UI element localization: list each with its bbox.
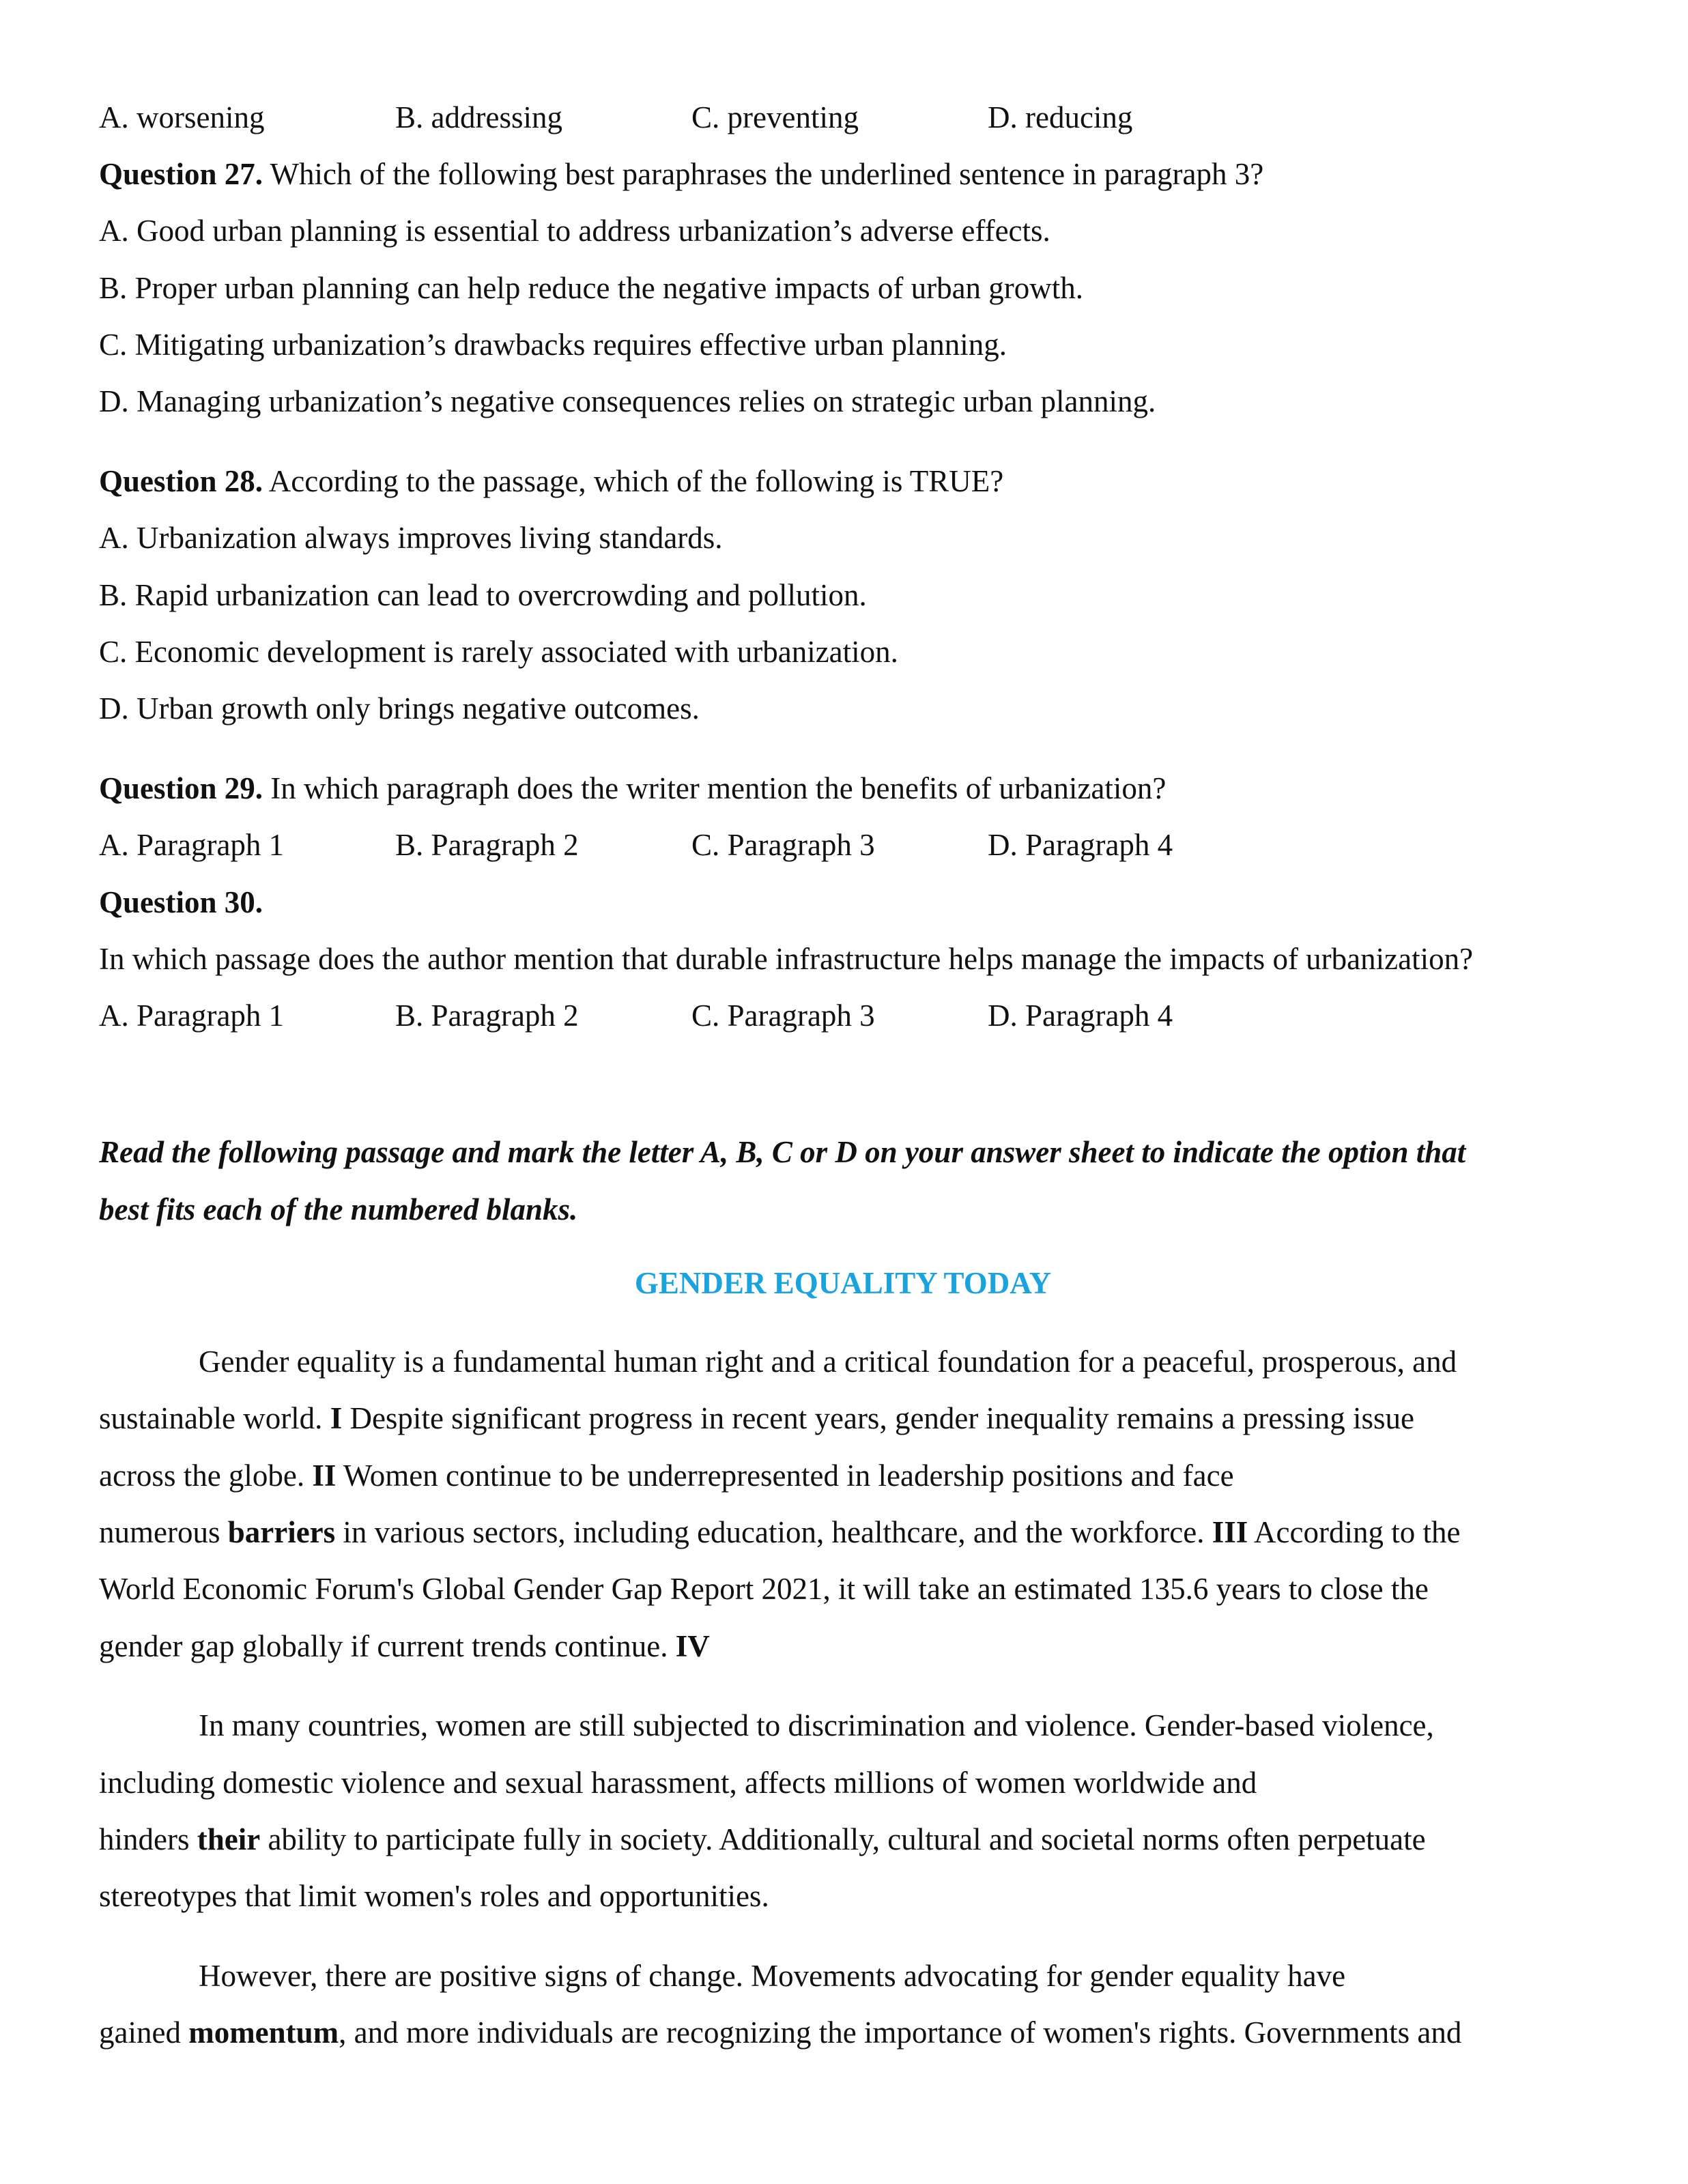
question-27-option-c[interactable]: C. Mitigating urbanization’s drawbacks requires effective urban planning.: [99, 328, 1007, 362]
question-27-option-b[interactable]: B. Proper urban planning can help reduce the negative impacts of urban growth.: [99, 271, 1084, 305]
keyword-their: their: [197, 1822, 261, 1856]
paragraph-1-line-1: Gender equality is a fundamental human right and a critical foundation for a peaceful, prosperous, and: [199, 1345, 1457, 1379]
text: According to the: [1248, 1515, 1461, 1549]
text: in various sectors, including education, healthcare, and the workforce.: [335, 1515, 1212, 1549]
option-c[interactable]: C. Paragraph 3: [691, 828, 875, 862]
marker-IV: IV: [675, 1629, 710, 1663]
question-28-text: According to the passage, which of the following is TRUE?: [263, 464, 1004, 498]
paragraph-2-line-3: [99, 1824, 1426, 1855]
text: sustainable world.: [99, 1401, 330, 1435]
text: numerous: [99, 1515, 228, 1549]
question-28-option-d[interactable]: D. Urban growth only brings negative outcomes.: [99, 691, 700, 725]
option-d[interactable]: D. reducing: [988, 100, 1133, 134]
option-d[interactable]: D. Paragraph 4: [988, 998, 1173, 1033]
question-27-label: Question 27.: [99, 157, 263, 191]
question-29-text: In which paragraph does the writer mention the benefits of urbanization?: [263, 771, 1167, 805]
option-b[interactable]: B. Paragraph 2: [395, 998, 579, 1033]
question-29: [99, 773, 1166, 804]
text: hinders: [99, 1822, 197, 1856]
paragraph-3-line-2: [99, 2017, 1461, 2048]
option-b[interactable]: B. Paragraph 2: [395, 828, 579, 862]
paragraph-3-line-1: However, there are positive signs of change. Movements advocating for gender equality have: [199, 1959, 1346, 1993]
option-b[interactable]: B. addressing: [395, 100, 562, 134]
text: gender gap globally if current trends continue.: [99, 1629, 676, 1663]
question-30-label: [99, 887, 263, 918]
option-c[interactable]: C. preventing: [691, 100, 859, 134]
question-28-option-c[interactable]: C. Economic development is rarely associated with urbanization.: [99, 635, 898, 669]
question-30-text: In which passage does the author mention that durable infrastructure helps manage the impacts of urbanization?: [99, 942, 1474, 976]
paragraph-1-line-2: [99, 1403, 1414, 1434]
paragraph-1-line-3: [99, 1461, 1234, 1491]
text: Despite significant progress in recent years, gender inequality remains a pressing issue: [342, 1401, 1414, 1435]
option-c[interactable]: C. Paragraph 3: [691, 998, 875, 1033]
paragraph-2-line-2: including domestic violence and sexual harassment, affects millions of women worldwide and: [99, 1766, 1257, 1800]
keyword-barriers: barriers: [227, 1515, 336, 1549]
text: Women continue to be underrepresented in leadership positions and face: [336, 1459, 1234, 1493]
paragraph-1-line-4: [99, 1517, 1460, 1548]
text: , and more individuals are recognizing the importance of women's rights. Governments and: [339, 2015, 1462, 2050]
paragraph-2-line-1: In many countries, women are still subjected to discrimination and violence. Gender-based violence,: [199, 1708, 1434, 1742]
marker-II: II: [312, 1459, 337, 1493]
passage-title: GENDER EQUALITY TODAY: [634, 1266, 1052, 1300]
paragraph-1-line-5: World Economic Forum's Global Gender Gap Report 2021, it will take an estimated 135.6 years to close the: [99, 1572, 1429, 1606]
option-a[interactable]: A. Paragraph 1: [99, 998, 285, 1033]
marker-I: I: [330, 1401, 343, 1435]
option-a[interactable]: A. worsening: [99, 100, 265, 134]
question-27-option-a[interactable]: A. Good urban planning is essential to address urbanization’s adverse effects.: [99, 214, 1050, 248]
text: ability to participate fully in society. Additionally, cultural and societal norms often perpetuate: [260, 1822, 1426, 1856]
question-27-option-d[interactable]: D. Managing urbanization’s negative consequences relies on strategic urban planning.: [99, 384, 1156, 418]
question-28: [99, 466, 1003, 497]
option-a[interactable]: A. Paragraph 1: [99, 828, 285, 862]
text: gained: [99, 2015, 189, 2050]
marker-III: III: [1212, 1515, 1248, 1549]
text: across the globe.: [99, 1459, 313, 1493]
keyword-momentum: momentum: [188, 2015, 339, 2050]
question-28-label: Question 28.: [99, 464, 263, 498]
question-28-option-a[interactable]: A. Urbanization always improves living standards.: [99, 521, 723, 555]
question-27: [99, 159, 1263, 190]
paragraph-2-line-4: stereotypes that limit women's roles and opportunities.: [99, 1879, 769, 1913]
question-28-option-b[interactable]: B. Rapid urbanization can lead to overcrowding and pollution.: [99, 578, 867, 612]
paragraph-1-line-6: [99, 1631, 710, 1662]
question-27-text: Which of the following best paraphrases the underlined sentence in paragraph 3?: [263, 157, 1264, 191]
question-29-label: Question 29.: [99, 771, 263, 805]
instruction-line-2: best fits each of the numbered blanks.: [99, 1192, 578, 1226]
option-d[interactable]: D. Paragraph 4: [988, 828, 1173, 862]
question-30-label-text: Question 30.: [99, 885, 263, 919]
instruction-line-1: Read the following passage and mark the letter A, B, C or D on your answer sheet to indicate the option that: [99, 1135, 1466, 1169]
